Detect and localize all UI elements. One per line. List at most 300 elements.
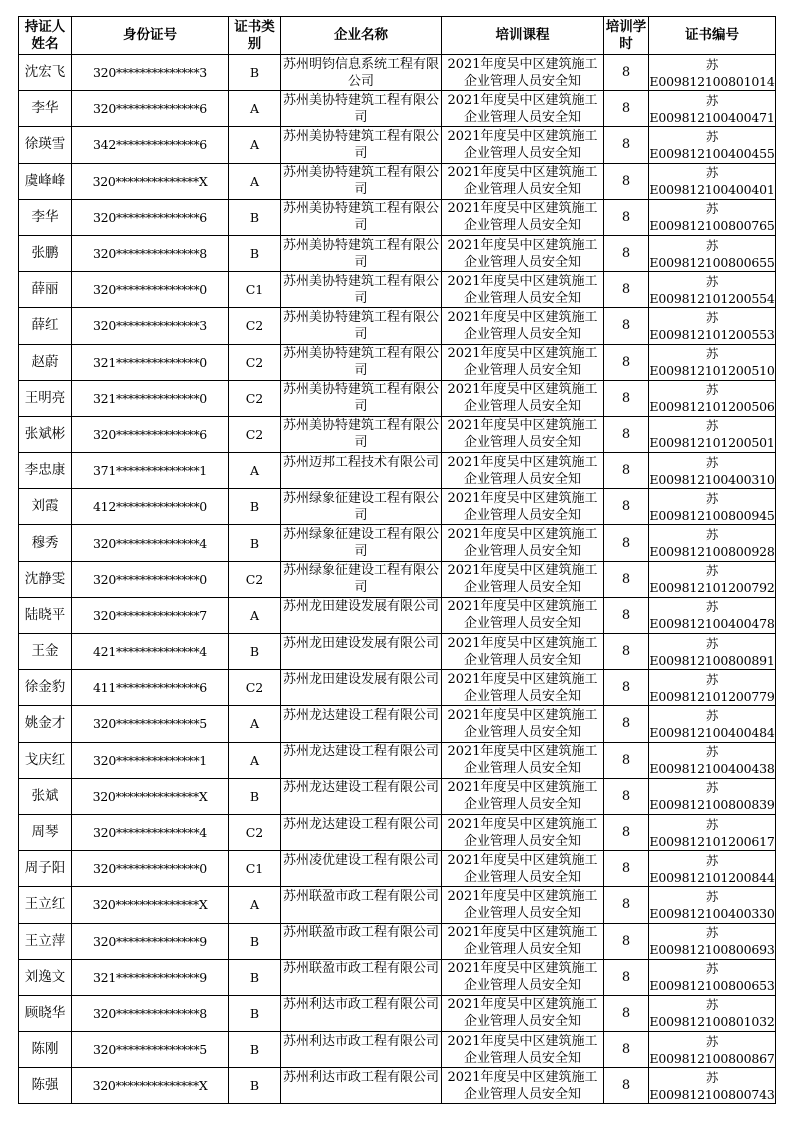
table-header — [19, 17, 776, 55]
cell-cert-no: 苏E009812101200844 — [649, 851, 776, 887]
cell-hours: 8 — [604, 55, 649, 91]
cell-course-text: 2021年度吴中区建筑施工企业管理人员安全知 — [447, 671, 598, 704]
cell-course — [442, 634, 604, 670]
cell-course — [442, 995, 604, 1031]
table-body — [19, 55, 776, 1104]
cell-course — [442, 561, 604, 597]
cell-hours: 8 — [604, 525, 649, 561]
table-row — [19, 91, 776, 127]
cell-company-text: 苏州美协特建筑工程有限公司 — [283, 309, 440, 342]
cell-course-text: 2021年度吴中区建筑施工企业管理人员安全知 — [447, 852, 598, 885]
cell-course — [442, 778, 604, 814]
cell-course — [442, 597, 604, 633]
table-row — [19, 55, 776, 91]
cell-cert-no: 苏E009812100800765 — [649, 199, 776, 235]
cell-company-text: 苏州美协特建筑工程有限公司 — [283, 237, 440, 270]
cell-company — [281, 235, 442, 271]
cell-company-text: 苏州龙田建设发展有限公司 — [283, 599, 440, 615]
cell-course — [442, 1068, 604, 1104]
cell-cert-type: C2 — [229, 561, 281, 597]
cell-hours: 8 — [604, 453, 649, 489]
cell-cert-type: C2 — [229, 308, 281, 344]
cell-course — [442, 344, 604, 380]
cell-holder-name: 王立红 — [19, 887, 72, 923]
cell-course-text: 2021年度吴中区建筑施工企业管理人员安全知 — [447, 816, 598, 849]
cell-course-text: 2021年度吴中区建筑施工企业管理人员安全知 — [447, 961, 598, 994]
cell-company-text: 苏州龙田建设发展有限公司 — [283, 635, 440, 651]
cell-course — [442, 91, 604, 127]
table-row — [19, 380, 776, 416]
cell-course — [442, 308, 604, 344]
cell-id-number: 320**************X — [72, 887, 229, 923]
cell-course — [442, 923, 604, 959]
header-cert-type: 证书类别 — [229, 17, 281, 55]
cell-company-text: 苏州绿象征建设工程有限公司 — [283, 563, 440, 596]
cell-company — [281, 308, 442, 344]
cell-cert-type: B — [229, 55, 281, 91]
cell-id-number: 320**************0 — [72, 851, 229, 887]
cell-cert-no: 苏E009812100400330 — [649, 887, 776, 923]
cell-holder-name: 穆秀 — [19, 525, 72, 561]
header-company: 企业名称 — [281, 17, 442, 55]
cell-holder-name: 张斌彬 — [19, 416, 72, 452]
cell-course — [442, 163, 604, 199]
cell-id-number: 320**************6 — [72, 199, 229, 235]
cell-cert-type: B — [229, 995, 281, 1031]
cell-course — [442, 127, 604, 163]
cell-company — [281, 91, 442, 127]
cell-cert-type: C2 — [229, 670, 281, 706]
cell-holder-name: 徐金豹 — [19, 670, 72, 706]
cell-company — [281, 272, 442, 308]
cell-cert-type: A — [229, 597, 281, 633]
cell-hours: 8 — [604, 778, 649, 814]
cell-company-text: 苏州绿象征建设工程有限公司 — [283, 527, 440, 560]
cell-company — [281, 814, 442, 850]
cell-cert-type: B — [229, 1032, 281, 1068]
cell-company-text: 苏州龙达建设工程有限公司 — [283, 780, 440, 796]
cell-course-text: 2021年度吴中区建筑施工企业管理人员安全知 — [447, 888, 598, 921]
cell-company-text: 苏州联盈市政工程有限公司 — [283, 888, 440, 904]
cell-hours: 8 — [604, 489, 649, 525]
cell-cert-no: 苏E009812100400438 — [649, 742, 776, 778]
cell-holder-name: 徐瑛雪 — [19, 127, 72, 163]
table-row — [19, 597, 776, 633]
cell-hours: 8 — [604, 959, 649, 995]
table-row — [19, 127, 776, 163]
cell-course-text: 2021年度吴中区建筑施工企业管理人员安全知 — [447, 382, 598, 415]
table-row — [19, 163, 776, 199]
cell-company — [281, 344, 442, 380]
cell-company — [281, 995, 442, 1031]
cell-cert-no: 苏E009812100400401 — [649, 163, 776, 199]
cell-cert-type: C2 — [229, 344, 281, 380]
cell-company — [281, 851, 442, 887]
cell-cert-no: 苏E009812101200617 — [649, 814, 776, 850]
cell-company-text: 苏州美协特建筑工程有限公司 — [283, 165, 440, 198]
cell-holder-name: 张斌 — [19, 778, 72, 814]
table-row — [19, 416, 776, 452]
cell-course — [442, 199, 604, 235]
cell-course-text: 2021年度吴中区建筑施工企业管理人员安全知 — [447, 165, 598, 198]
cell-holder-name: 顾晓华 — [19, 995, 72, 1031]
cell-company — [281, 634, 442, 670]
cell-hours: 8 — [604, 308, 649, 344]
cell-company-text: 苏州龙达建设工程有限公司 — [283, 816, 440, 832]
cell-cert-no: 苏E009812100400455 — [649, 127, 776, 163]
cell-company — [281, 923, 442, 959]
cell-course-text: 2021年度吴中区建筑施工企业管理人员安全知 — [447, 237, 598, 270]
cell-holder-name: 陈强 — [19, 1068, 72, 1104]
cell-id-number: 320**************5 — [72, 706, 229, 742]
cell-hours: 8 — [604, 670, 649, 706]
cell-company-text: 苏州绿象征建设工程有限公司 — [283, 490, 440, 523]
cell-cert-type: B — [229, 923, 281, 959]
cell-hours: 8 — [604, 597, 649, 633]
header-cert-no: 证书编号 — [649, 17, 776, 55]
cell-cert-no: 苏E009812100800867 — [649, 1032, 776, 1068]
cell-cert-no: 苏E009812100800945 — [649, 489, 776, 525]
cell-company-text: 苏州美协特建筑工程有限公司 — [283, 201, 440, 234]
header-id-number: 身份证号 — [72, 17, 229, 55]
cell-id-number: 320**************0 — [72, 561, 229, 597]
cell-cert-no: 苏E009812101200779 — [649, 670, 776, 706]
cell-cert-type: A — [229, 127, 281, 163]
cell-cert-type: C1 — [229, 851, 281, 887]
cell-company-text: 苏州龙达建设工程有限公司 — [283, 707, 440, 723]
cell-cert-type: C2 — [229, 380, 281, 416]
cell-course — [442, 706, 604, 742]
cell-hours: 8 — [604, 851, 649, 887]
cell-hours: 8 — [604, 742, 649, 778]
cell-holder-name: 李华 — [19, 91, 72, 127]
cell-course-text: 2021年度吴中区建筑施工企业管理人员安全知 — [447, 128, 598, 161]
cell-hours: 8 — [604, 995, 649, 1031]
cell-cert-type: B — [229, 778, 281, 814]
cell-hours: 8 — [604, 814, 649, 850]
cell-id-number: 320**************X — [72, 1068, 229, 1104]
cell-course — [442, 814, 604, 850]
cell-hours: 8 — [604, 416, 649, 452]
cell-cert-no: 苏E009812100800928 — [649, 525, 776, 561]
cell-holder-name: 薛红 — [19, 308, 72, 344]
cell-company — [281, 742, 442, 778]
cell-cert-type: C1 — [229, 272, 281, 308]
cell-course-text: 2021年度吴中区建筑施工企业管理人员安全知 — [447, 1033, 598, 1066]
cell-cert-type: B — [229, 235, 281, 271]
table-row — [19, 561, 776, 597]
cell-course-text: 2021年度吴中区建筑施工企业管理人员安全知 — [447, 346, 598, 379]
cell-course-text: 2021年度吴中区建筑施工企业管理人员安全知 — [447, 925, 598, 958]
cell-cert-no: 苏E009812101200506 — [649, 380, 776, 416]
cell-course — [442, 416, 604, 452]
cell-course — [442, 959, 604, 995]
header-holder-name: 持证人姓名 — [19, 17, 72, 55]
cell-company-text: 苏州利达市政工程有限公司 — [283, 1033, 440, 1049]
certificate-table — [18, 16, 776, 1104]
cell-company-text: 苏州联盈市政工程有限公司 — [283, 925, 440, 941]
cell-course-text: 2021年度吴中区建筑施工企业管理人员安全知 — [447, 490, 598, 523]
cell-company — [281, 199, 442, 235]
cell-holder-name: 赵蔚 — [19, 344, 72, 380]
header-hours: 培训学时 — [604, 17, 649, 55]
cell-id-number: 342**************6 — [72, 127, 229, 163]
cell-company — [281, 416, 442, 452]
cell-company-text: 苏州龙田建设发展有限公司 — [283, 671, 440, 687]
table-row — [19, 670, 776, 706]
cell-course — [442, 887, 604, 923]
cell-hours: 8 — [604, 163, 649, 199]
cell-holder-name: 薛丽 — [19, 272, 72, 308]
cell-course — [442, 55, 604, 91]
table-row — [19, 344, 776, 380]
cell-cert-type: B — [229, 525, 281, 561]
cell-course — [442, 851, 604, 887]
cell-holder-name: 张鹏 — [19, 235, 72, 271]
cell-cert-no: 苏E009812101200501 — [649, 416, 776, 452]
cell-cert-type: B — [229, 1068, 281, 1104]
cell-company-text: 苏州迈邦工程技术有限公司 — [283, 454, 440, 470]
cell-course — [442, 525, 604, 561]
cell-id-number: 320**************7 — [72, 597, 229, 633]
cell-holder-name: 王明亮 — [19, 380, 72, 416]
cell-holder-name: 戈庆红 — [19, 742, 72, 778]
cell-course — [442, 453, 604, 489]
cell-course-text: 2021年度吴中区建筑施工企业管理人员安全知 — [447, 635, 598, 668]
cell-course — [442, 380, 604, 416]
cell-company-text: 苏州凌优建设工程有限公司 — [283, 852, 440, 868]
cell-course-text: 2021年度吴中区建筑施工企业管理人员安全知 — [447, 418, 598, 451]
cell-cert-no: 苏E009812100800653 — [649, 959, 776, 995]
cell-cert-no: 苏E009812100400484 — [649, 706, 776, 742]
cell-holder-name: 陆晓平 — [19, 597, 72, 633]
cell-holder-name: 王金 — [19, 634, 72, 670]
cell-course — [442, 1032, 604, 1068]
cell-cert-no: 苏E009812100801014 — [649, 55, 776, 91]
cell-cert-type: A — [229, 91, 281, 127]
cell-id-number: 320**************1 — [72, 742, 229, 778]
cell-company — [281, 561, 442, 597]
table-row — [19, 742, 776, 778]
cell-id-number: 320**************X — [72, 163, 229, 199]
cell-id-number: 320**************0 — [72, 272, 229, 308]
cell-company — [281, 453, 442, 489]
cell-holder-name: 沈宏飞 — [19, 55, 72, 91]
cell-cert-type: B — [229, 199, 281, 235]
cell-id-number: 421**************4 — [72, 634, 229, 670]
cell-cert-type: A — [229, 163, 281, 199]
cell-company-text: 苏州明钧信息系统工程有限公司 — [283, 56, 440, 89]
cell-company-text: 苏州联盈市政工程有限公司 — [283, 961, 440, 977]
cell-course-text: 2021年度吴中区建筑施工企业管理人员安全知 — [447, 599, 598, 632]
cell-hours: 8 — [604, 127, 649, 163]
cell-holder-name: 王立萍 — [19, 923, 72, 959]
cell-company-text: 苏州美协特建筑工程有限公司 — [283, 128, 440, 161]
cell-course-text: 2021年度吴中区建筑施工企业管理人员安全知 — [447, 201, 598, 234]
cell-cert-type: A — [229, 706, 281, 742]
header-row — [19, 17, 776, 55]
cell-cert-no: 苏E009812100400478 — [649, 597, 776, 633]
cell-cert-no: 苏E009812101200553 — [649, 308, 776, 344]
cell-course-text: 2021年度吴中区建筑施工企业管理人员安全知 — [447, 744, 598, 777]
cell-company — [281, 670, 442, 706]
cell-company-text: 苏州利达市政工程有限公司 — [283, 997, 440, 1013]
cell-id-number: 411**************6 — [72, 670, 229, 706]
cell-holder-name: 刘逸文 — [19, 959, 72, 995]
cell-id-number: 412**************0 — [72, 489, 229, 525]
table-row — [19, 923, 776, 959]
cell-id-number: 320**************9 — [72, 923, 229, 959]
cell-course-text: 2021年度吴中区建筑施工企业管理人员安全知 — [447, 563, 598, 596]
cell-course-text: 2021年度吴中区建筑施工企业管理人员安全知 — [447, 1069, 598, 1102]
cell-course — [442, 272, 604, 308]
cell-cert-no: 苏E009812100800655 — [649, 235, 776, 271]
cell-course-text: 2021年度吴中区建筑施工企业管理人员安全知 — [447, 527, 598, 560]
cell-cert-type: A — [229, 887, 281, 923]
cell-id-number: 320**************5 — [72, 1032, 229, 1068]
cell-cert-no: 苏E009812100400471 — [649, 91, 776, 127]
cell-hours: 8 — [604, 199, 649, 235]
cell-company — [281, 55, 442, 91]
cell-company-text: 苏州利达市政工程有限公司 — [283, 1069, 440, 1085]
table-row — [19, 634, 776, 670]
cell-id-number: 320**************6 — [72, 91, 229, 127]
cell-hours: 8 — [604, 923, 649, 959]
cell-course-text: 2021年度吴中区建筑施工企业管理人员安全知 — [447, 997, 598, 1030]
cell-holder-name: 虞峰峰 — [19, 163, 72, 199]
table-row — [19, 995, 776, 1031]
cell-hours: 8 — [604, 91, 649, 127]
table-row — [19, 235, 776, 271]
cell-course — [442, 489, 604, 525]
cell-company — [281, 525, 442, 561]
cell-holder-name: 周子阳 — [19, 851, 72, 887]
cell-cert-no: 苏E009812100801032 — [649, 995, 776, 1031]
cell-cert-type: B — [229, 634, 281, 670]
table-row — [19, 272, 776, 308]
cell-course-text: 2021年度吴中区建筑施工企业管理人员安全知 — [447, 780, 598, 813]
cell-id-number: 320**************8 — [72, 235, 229, 271]
cell-company — [281, 1068, 442, 1104]
cell-cert-no: 苏E009812100400310 — [649, 453, 776, 489]
cell-holder-name: 刘霞 — [19, 489, 72, 525]
cell-cert-no: 苏E009812100800693 — [649, 923, 776, 959]
cell-cert-no: 苏E009812100800743 — [649, 1068, 776, 1104]
cell-hours: 8 — [604, 272, 649, 308]
cell-course-text: 2021年度吴中区建筑施工企业管理人员安全知 — [447, 56, 598, 89]
cell-holder-name: 姚金才 — [19, 706, 72, 742]
cell-id-number: 321**************0 — [72, 344, 229, 380]
table-row — [19, 308, 776, 344]
cell-company — [281, 778, 442, 814]
cell-company-text: 苏州美协特建筑工程有限公司 — [283, 346, 440, 379]
cell-company — [281, 706, 442, 742]
cell-id-number: 320**************X — [72, 778, 229, 814]
cell-holder-name: 李忠康 — [19, 453, 72, 489]
cell-course-text: 2021年度吴中区建筑施工企业管理人员安全知 — [447, 92, 598, 125]
table-row — [19, 1032, 776, 1068]
table-row — [19, 959, 776, 995]
cell-company-text: 苏州美协特建筑工程有限公司 — [283, 92, 440, 125]
cell-hours: 8 — [604, 1068, 649, 1104]
cell-company — [281, 887, 442, 923]
cell-id-number: 321**************9 — [72, 959, 229, 995]
cell-holder-name: 李华 — [19, 199, 72, 235]
cell-company-text: 苏州美协特建筑工程有限公司 — [283, 273, 440, 306]
cell-id-number: 321**************0 — [72, 380, 229, 416]
cell-holder-name: 周琴 — [19, 814, 72, 850]
cell-cert-type: A — [229, 453, 281, 489]
cell-course-text: 2021年度吴中区建筑施工企业管理人员安全知 — [447, 707, 598, 740]
cell-cert-no: 苏E009812101200554 — [649, 272, 776, 308]
cell-cert-no: 苏E009812100800891 — [649, 634, 776, 670]
cell-id-number: 320**************6 — [72, 416, 229, 452]
cell-cert-no: 苏E009812100800839 — [649, 778, 776, 814]
table-row — [19, 887, 776, 923]
table-row — [19, 525, 776, 561]
cell-hours: 8 — [604, 380, 649, 416]
cell-course-text: 2021年度吴中区建筑施工企业管理人员安全知 — [447, 273, 598, 306]
cell-cert-type: C2 — [229, 416, 281, 452]
cell-cert-type: B — [229, 959, 281, 995]
cell-holder-name: 陈刚 — [19, 1032, 72, 1068]
cell-cert-type: B — [229, 489, 281, 525]
table-row — [19, 453, 776, 489]
cell-id-number: 320**************4 — [72, 525, 229, 561]
cell-hours: 8 — [604, 887, 649, 923]
cell-cert-type: C2 — [229, 814, 281, 850]
cell-id-number: 371**************1 — [72, 453, 229, 489]
cell-company — [281, 380, 442, 416]
cell-hours: 8 — [604, 1032, 649, 1068]
table-row — [19, 814, 776, 850]
cell-cert-no: 苏E009812101200510 — [649, 344, 776, 380]
table-row — [19, 199, 776, 235]
cell-course — [442, 235, 604, 271]
cell-id-number: 320**************8 — [72, 995, 229, 1031]
cell-hours: 8 — [604, 706, 649, 742]
table-row — [19, 851, 776, 887]
cell-company-text: 苏州美协特建筑工程有限公司 — [283, 418, 440, 451]
cell-course — [442, 742, 604, 778]
cell-hours: 8 — [604, 634, 649, 670]
cell-cert-type: A — [229, 742, 281, 778]
cell-id-number: 320**************3 — [72, 55, 229, 91]
table-row — [19, 1068, 776, 1104]
cell-company — [281, 489, 442, 525]
cell-course-text: 2021年度吴中区建筑施工企业管理人员安全知 — [447, 309, 598, 342]
cell-company — [281, 959, 442, 995]
table-row — [19, 778, 776, 814]
cell-company — [281, 163, 442, 199]
cell-company — [281, 127, 442, 163]
cell-holder-name: 沈静雯 — [19, 561, 72, 597]
cell-course — [442, 670, 604, 706]
cell-hours: 8 — [604, 235, 649, 271]
table-row — [19, 706, 776, 742]
cell-company — [281, 597, 442, 633]
cell-id-number: 320**************4 — [72, 814, 229, 850]
header-course: 培训课程 — [442, 17, 604, 55]
cell-company-text: 苏州龙达建设工程有限公司 — [283, 744, 440, 760]
cell-hours: 8 — [604, 561, 649, 597]
cell-hours: 8 — [604, 344, 649, 380]
cell-company — [281, 1032, 442, 1068]
cell-cert-no: 苏E009812101200792 — [649, 561, 776, 597]
cell-id-number: 320**************3 — [72, 308, 229, 344]
table-row — [19, 489, 776, 525]
cell-course-text: 2021年度吴中区建筑施工企业管理人员安全知 — [447, 454, 598, 487]
